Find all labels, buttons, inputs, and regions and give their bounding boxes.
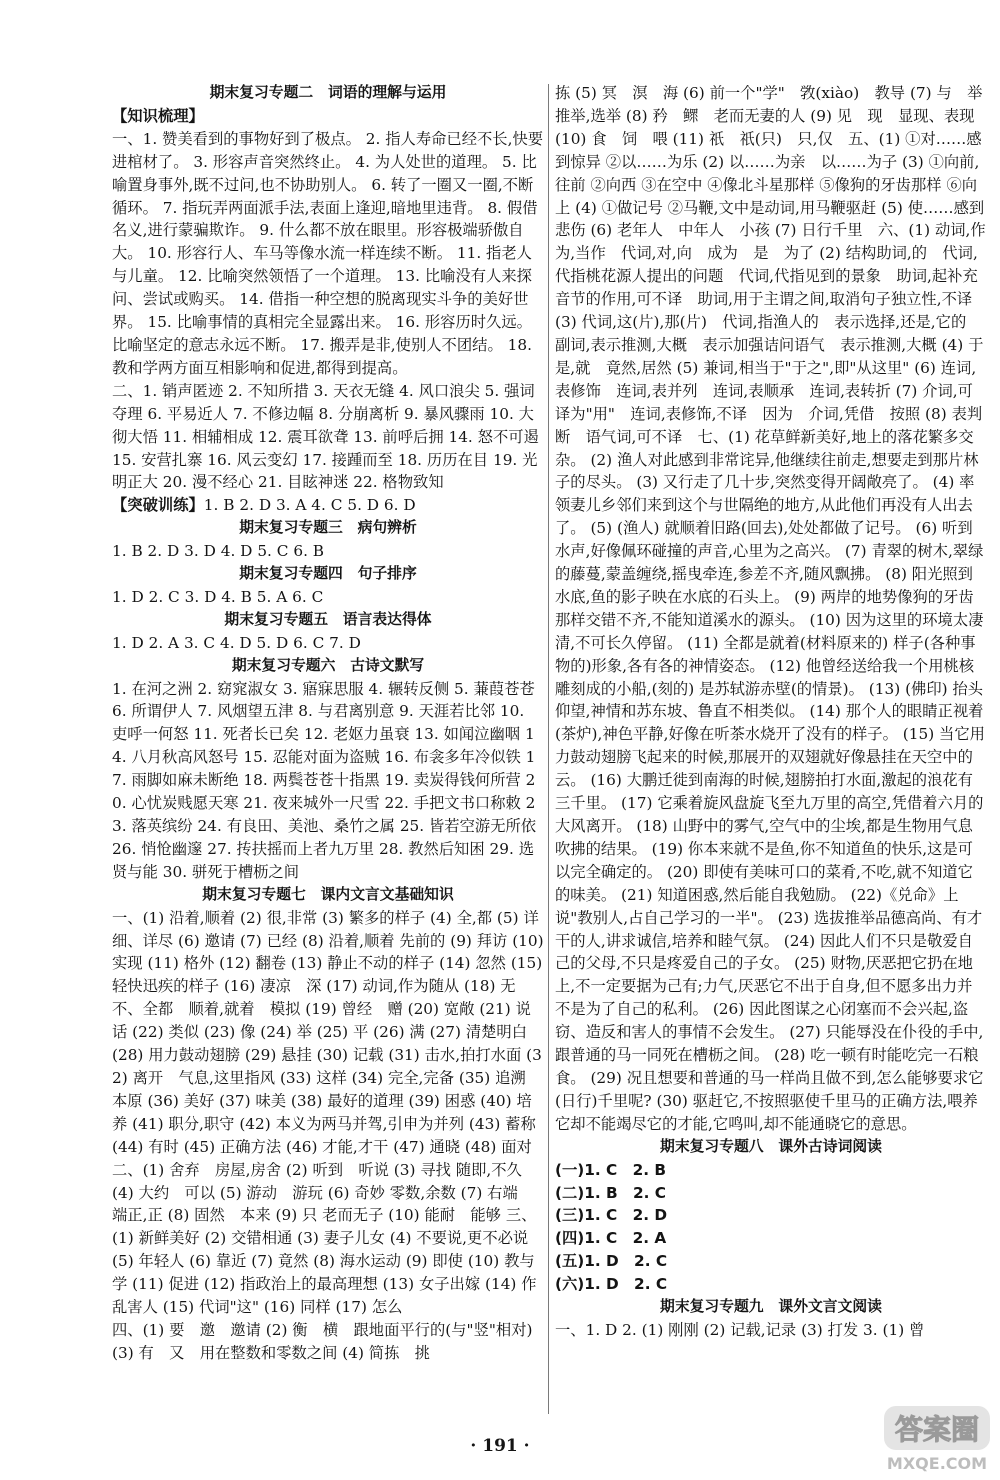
section-7-part-1: 一、(1) 沿着,顺着 (2) 很,非常 (3) 繁多的样子 (4) 全,都 (5) 详细、详尽 (6) 邀请 (7) 已经 (8) 沿着,顺着 先前的 (9) 拜访 (10) 实现 (11) 格外 (12) 翻卷 (13) 静止不动的样子 (14) 忽然 (15) 轻快迅疾的样子 (16) 凄凉 深 (17) 动词,作为随从 (18) 无不、全都 顺着,就着 模拟 (19) 曾经 赠 (20) 宽敞 (21) 说话 (22) 类似 (23) 像 (24) 举 (25) 平 (26) 满 (27) 清楚明白 (28) 用力鼓动翅膀 (29) 悬挂 (30) 记载 (31) 击水,拍打水面 (32) 离开 气息,这里指风 (33) 这样 (34) 完全,完备 (35) 追溯 本原 (36) 美好 (37) 味美 (38) 最好的道理 (39) 困惑 (40) 培养 (41) 职分,职守 (42) 本义为两马并驾,引申为并列 (43) 蓄称 (44) 有时 (45) 正确方法 (46) 才能,才干 (47) 通晓 (48) 面对 — [112, 908, 544, 1156]
section-title-5: 期末复习专题五 语言表达得体 — [224, 610, 432, 628]
section-4-answers: 1. D 2. C 3. D 4. B 5. A 6. C — [112, 587, 324, 606]
section-5-answers: 1. D 2. A 3. C 4. D 5. D 6. C 7. D — [112, 633, 361, 652]
training-text: 1. B 2. D 3. A 4. C 5. D 6. D — [203, 496, 416, 515]
page-number: · 191 · — [470, 1436, 530, 1456]
section-title-9: 期末复习专题九 课外文言文阅读 — [660, 1298, 882, 1316]
section-title-3: 期末复习专题三 病句辨析 — [239, 519, 417, 537]
section-title-6: 期末复习专题六 古诗文默写 — [231, 656, 425, 674]
column-divider — [548, 84, 549, 1414]
idiom-meanings: 一、1. 赞美看到的事物好到了极点。 2. 指人寿命已经不长,快要进棺材了。 3. 形容声音突然终止。 4. 为人处世的道理。 5. 比喻置身事外,既不过问,也不协助别人。 6. 转了一圈又一圈,不断循环。 7. 指玩弄两面派手法,表面上逢迎,暗地里违背。 8. 假借名义,进行蒙骗欺诈。 9. 什么都不放在眼里。形容极端骄傲自大。 10. 形容行人、车马等像水流一样连续不断。 11. 指老人与儿童。 12. 比喻突然领悟了一个道理。 13. 比喻没有人来探问、尝试或购买。 14. 借指一种空想的脱离现实斗争的美好世界。 15. 比喻事情的真相完全显露出来。 16. 形容历时久远。比喻坚定的意志永远不断。 17. 搬弄是非,使别人不团结。 18. 教和学两方面互相影响和促进,都得到提高。 — [112, 129, 544, 377]
knowledge-label: 【知识梳理】 — [112, 106, 204, 125]
idiom-answers: 二、1. 销声匿迹 2. 不知所措 3. 天衣无缝 4. 风口浪尖 5. 强词夺理 6. 平易近人 7. 不修边幅 8. 分崩离析 9. 暴风骤雨 10. 大彻大悟 11. 相辅相成 12. 震耳欲聋 13. 前呼后拥 14. 怒不可遏 15. 安营扎寨 16. 风云变幻 17. 接踵而至 18. 历历在目 19. 光明正大 20. 漫不经心 21. 目眩神迷 22. 格物致知 — [112, 381, 539, 492]
section-7-continued: 拣 (5) 冥 溟 海 (6) 前一个"学" 敩(xiào) 教导 (7) 与 举 推举,选举 (8) 矜 鳏 老而无妻的人 (9) 见 现 显现、表现 (10) 食 饲 喂 (11) 祇 祇(只) 只,仅 五、(1) ①对……感到惊异 ②以……为乐 (2) 以……为亲 以……为子 (3) ①向前,往前 ②向西 ③在空中 ④像北斗星那样 ⑤像狗的牙齿那样 ⑥向上 (4) ①做记号 ②马鞭,文中是动词,用马鞭驱赶 (5) 使……感到悲伤 (6) 老年人 中年人 小孩 (7) 日行千里 六、(1) 动词,作为,当作 代词,对,向 成为 是 为了 (2) 结构助词,的 代词,代指桃花源人提出的问题 代词,代指见到的景象 助词,起补充音节的作用,可不译 助词,用于主谓之间,取消句子独立性,不译 (3) 代词,这(片),那(片) 代词,指渔人的 表示选择,还是,它的 副词,表示推测,大概 表示加强诘问语气 表示推测,大概 (4) 于是,就 竟然,居然 (5) 兼词,相当于"于之",即"从这里" (6) 连词,表修饰 连词,表并列 连词,表顺承 连词,表转折 (7) 介词,可译为"用" 连词,表修饰,不译 因为 介词,凭借 按照 (8) 表判断 语气词,可不译 七、(1) 花草鲜新美好,地上的落花繁多交杂。 (2) 渔人对此感到非常诧异,他继续往前走,想要走到那片林子的尽头。 (3) 又行走了几十步,突然变得开阔敞亮了。 (4) 率领妻儿乡邻们来到这个与世隔绝的地方,从此他们再没有人出去了。 (5) (渔人) 就顺着旧路(回去),处处都做了记号。 (6) 听到水声,好像佩环碰撞的声音,心里为之高兴。 (7) 青翠的树木,翠绿的藤蔓,蒙盖缠绕,摇曳牵连,参差不齐,随风飘拂。 (8) 阳光照到水底,鱼的影子映在水底的石头上。 (9) 两岸的地势像狗的牙齿那样交错不齐,不能知道溪水的源头。 (10) 因为这里的环境太凄清,不可长久停留。 (11) 全都是就着(材料原来的) 样子(各种事物的)形象,各有各的神情姿态。 (12) 他曾经送给我一个用桃核雕刻成的小船,(刻的) 是苏轼游赤壁(的情景)。 (13) (佛印) 抬头仰望,神情和苏东坡、鲁直不相类似。 (14) 那个人的眼睛正视着(茶炉),神色平静,好像在听茶水烧开了没有的样子。 (15) 当它用力鼓动翅膀飞起来的时候,那展开的双翅就好像悬挂在天空中的云。 (16) 大鹏迁徙到南海的时候,翅膀拍打水面,激起的浪花有三千里。 (17) 它乘着旋风盘旋飞至九万里的高空,凭借着六月的大风离开。 (18) 山野中的雾气,空气中的尘埃,都是生物用气息吹拂的结果。 (19) 你本来就不是鱼,你不知道鱼的快乐,这是可以完全确定的。 (20) 即使有美味可口的菜肴,不吃,就不知道它的味美。 (21) 知道困惑,然后能自我勉励。 (22)《兑命》上说"教别人,占自己学习的一半"。 (23) 选拔推举品德高尚、有才干的人,讲求诚信,培养和睦气氛。 (24) 因此人们不只是敬爱自己的父母,不只是疼爱自己的子女。 (25) 财物,厌恶把它扔在地上,不一定要据为己有;力气,厌恶它不出于自身,但不愿多出力并不是为了自己的私利。 (26) 因此图谋之心闭塞而不会兴起,盗窃、造反和害人的事情不会发生。 (27) 只能辱没在仆役的手中,跟普通的马一同死在槽枥之间。 (28) 吃一顿有时能吃完一石粮食。 (29) 况且想要和普通的马一样尚且做不到,怎么能够要求它(日行)千里呢? (30) 驱赶它,不按照驱使千里马的正确方法,喂养它却不能竭尽它的才能,它鸣叫,却不能通晓它的意思。 — [555, 84, 998, 1133]
section-3-answers: 1. B 2. D 3. D 4. D 5. C 6. B — [112, 542, 325, 561]
right-column — [555, 82, 998, 1422]
watermark-url: MXQE.COM — [886, 1454, 988, 1473]
left-column — [112, 82, 544, 1422]
section-6-answers: 1. 在河之洲 2. 窈窕淑女 3. 寤寐思服 4. 辗转反侧 5. 蒹葭苍苍 6. 所谓伊人 7. 风烟望五津 8. 与君离别意 9. 天涯若比邻 10. 吏呼一何怒 11. 死者长已矣 12. 老妪力虽衰 13. 如闻泣幽咽 14. 八月秋高风怒号 15. 忍能对面为盗贼 16. 布衾多年冷似铁 17. 雨脚如麻未断绝 18. 两鬓苍苍十指黑 19. 卖炭得钱何所营 20. 心忧炭贱愿天寒 21. 夜来城外一尺雪 22. 手把文书口称敕 23. 落英缤纷 24. 有良田、美池、桑竹之属 25. 皆若空游无所依 26. 悄怆幽邃 27. 抟扶摇而上者九万里 28. 教然后知困 29. 选贤与能 30. 骈死于槽枥之间 — [112, 679, 537, 881]
section-title-4: 期末复习专题四 句子排序 — [239, 565, 417, 583]
section-8-answers: (一)1. C 2. B (二)1. B 2. C (三)1. C 2. D (四)1. C 2. A (五)1. D 2. C (六)1. D 2. C — [555, 1160, 668, 1294]
section-title-2: 期末复习专题二 词语的理解与运用 — [209, 84, 447, 101]
section-7-part-3: 四、(1) 要 邀 邀请 (2) 衡 横 跟地面平行的(与"竖"相对) (3) 有 又 用在整数和零数之间 (4) 简拣 挑 — [112, 1320, 533, 1362]
knowledge-section — [112, 105, 544, 128]
section-title-7: 期末复习专题七 课内文言文基础知识 — [202, 885, 454, 903]
training-label: 【突破训练】 — [112, 496, 204, 515]
watermark-logo — [878, 1402, 996, 1476]
section-title-8: 期末复习专题八 课外古诗词阅读 — [660, 1137, 882, 1155]
training-answers — [112, 494, 544, 517]
section-9-answers: 一、1. D 2. (1) 刚刚 (2) 记载,记录 (3) 打发 3. (1) 曾 — [555, 1320, 925, 1339]
section-7-part-2: 二、(1) 舍弃 房屋,房舍 (2) 听到 听说 (3) 寻找 随即,不久 (4) 大约 可以 (5) 游动 游玩 (6) 奇妙 零数,余数 (7) 右端 端正,正 (8) 固然 本来 (9) 只 老而无子 (10) 能耐 能够 三、(1) 新鲜美好 (2) 交错相通 (3) 妻子儿女 (4) 不要说,更不必说 (5) 年轻人 (6) 靠近 (7) 竟然 (8) 海水运动 (9) 即使 (10) 教与学 (11) 促进 (12) 指政治上的最高理想 (13) 女子出嫁 (14) 作乱害人 (15) 代词"这" (16) 同样 (17) 怎么 — [112, 1160, 537, 1317]
watermark-text: 答案圈 — [894, 1413, 980, 1446]
